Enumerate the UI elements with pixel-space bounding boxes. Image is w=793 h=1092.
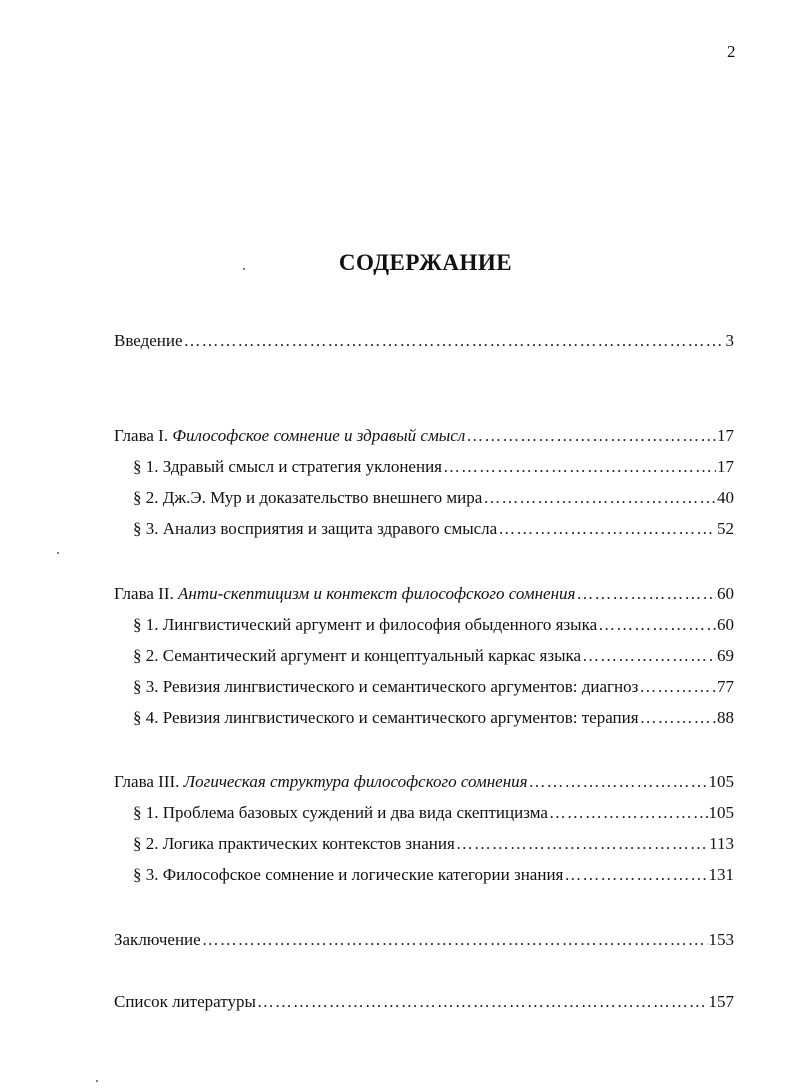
toc-entry-ch3-section-3[interactable] [133,864,734,886]
toc-entry-label: § 1. Здравый смысл и стратегия уклонения [133,457,442,476]
toc-entry-chapter-2[interactable] [114,583,734,605]
chapter-title: Философское сомнение и здравый смысл [172,426,466,445]
toc-entry-page: 105 [708,803,734,822]
toc-entry-page: 3 [725,331,734,350]
toc-entry-label: § 3. Анализ восприятия и защита здравого смысла [133,519,498,538]
scan-speck [243,268,245,270]
toc-entry-page: 69 [717,646,734,665]
toc-entry-label: § 2. Логика практических контекстов знания [133,834,455,853]
dot-leader [582,645,716,667]
toc-entry-label: § 3. Философское сомнение и логические категории знания [133,865,564,884]
toc-entry-ch3-section-2[interactable] [133,833,734,855]
dot-leader [257,991,708,1013]
toc-entry-ch2-section-3[interactable] [133,676,734,698]
toc-entry-conclusion[interactable] [114,929,734,951]
toc-entry-ch3-section-1[interactable] [133,802,734,824]
toc-entry-ch1-section-2[interactable] [133,487,734,509]
toc-entry-chapter-3[interactable] [114,771,734,793]
toc-entry-label: § 3. Ревизия лингвистического и семантического аргументов: диагноз [133,677,639,696]
toc-entry-label: § 1. Проблема базовых суждений и два вида скептицизма [133,803,548,822]
dot-leader [576,583,716,605]
chapter-title: Анти-скептицизм и контекст философского сомнения [178,584,576,603]
scan-speck [96,1080,98,1082]
chapter-title: Логическая структура философского сомнения [183,772,528,791]
toc-entry-ch2-section-4[interactable] [133,707,734,729]
toc-entry-ch2-section-2[interactable] [133,645,734,667]
chapter-prefix: Глава I. [114,426,173,445]
dot-leader [466,425,716,447]
dot-leader [498,518,716,540]
dot-leader [639,676,716,698]
toc-entry-label [114,425,465,447]
toc-entry-label [114,583,575,605]
toc-entry-page: 153 [708,930,734,949]
toc-entry-page: 52 [717,519,734,538]
toc-entry-page: 17 [717,426,734,445]
toc-entry-label: Заключение [114,930,201,949]
toc-entry-label: § 4. Ревизия лингвистического и семантического аргументов: терапия [133,708,639,727]
toc-entry-introduction[interactable] [114,330,734,352]
dot-leader [184,330,725,352]
dot-leader [483,487,716,509]
dot-leader [529,771,708,793]
page-number: 2 [727,42,736,61]
toc-entry-page: 131 [708,865,734,884]
toc-entry-references[interactable] [114,991,734,1013]
toc-entry-label: § 2. Семантический аргумент и концептуальный каркас языка [133,646,582,665]
toc-entry-page: 60 [717,584,734,603]
toc-entry-label [114,771,528,793]
dot-leader [456,833,708,855]
dot-leader [549,802,708,824]
toc-entry-ch1-section-3[interactable] [133,518,734,540]
toc-entry-page: 77 [717,677,734,696]
toc-entry-page: 88 [717,708,734,727]
dot-leader [443,456,716,478]
dot-leader [202,929,708,951]
page-title: СОДЕРЖАНИЕ [338,250,513,275]
toc-entry-page: 60 [717,615,734,634]
toc-entry-chapter-1[interactable] [114,425,734,447]
toc-entry-label: § 1. Лингвистический аргумент и философия обыденного языка [133,615,598,634]
chapter-prefix: Глава II. [114,584,178,603]
toc-entry-page: 105 [708,772,734,791]
toc-entry-page: 157 [708,992,734,1011]
chapter-prefix: Глава III. [114,772,184,791]
toc-entry-label: § 2. Дж.Э. Мур и доказательство внешнего мира [133,488,483,507]
toc-entry-ch1-section-1[interactable] [133,456,734,478]
toc-entry-ch2-section-1[interactable] [133,614,734,636]
scan-speck [57,552,59,554]
dot-leader [564,864,707,886]
toc-entry-label: Введение [114,331,183,350]
dot-leader [598,614,716,636]
toc-entry-page: 113 [709,834,734,853]
toc-entry-page: 17 [717,457,734,476]
toc-entry-label: Список литературы [114,992,256,1011]
dot-leader [640,707,716,729]
toc-entry-page: 40 [717,488,734,507]
